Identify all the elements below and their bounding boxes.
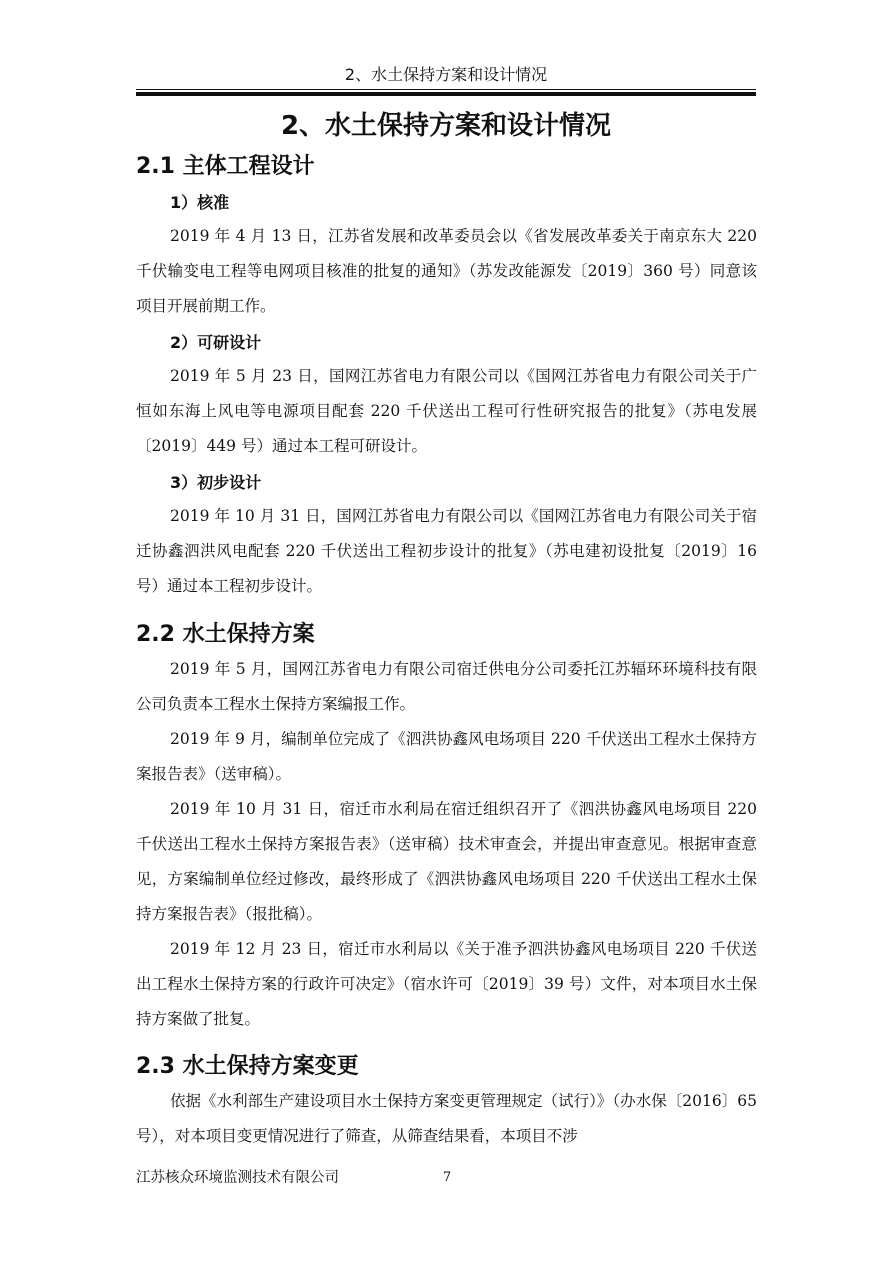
section-heading-2-3: 2.3 水土保持方案变更 bbox=[136, 1054, 359, 1079]
paragraph-plan-4: 2019 年 12 月 23 日，宿迁市水利局以《关于准予泗洪协鑫风电场项目 220 千伏送出工程水土保持方案的行政许可决定》（宿水许可〔2019〕39 号）文件，对本项目水土保持方案做了批复。 bbox=[136, 940, 757, 1028]
subsection-heading-feasibility: 2）可研设计 bbox=[170, 333, 262, 352]
section-heading-2-2: 2.2 水土保持方案 bbox=[136, 622, 315, 647]
page-number: 7 bbox=[442, 1170, 452, 1185]
running-header: 2、水土保持方案和设计情况 bbox=[344, 65, 548, 84]
paragraph-preliminary-design: 2019 年 10 月 31 日，国网江苏省电力有限公司以《国网江苏省电力有限公司关于宿迁协鑫泗洪风电配套 220 千伏送出工程初步设计的批复》（苏电建初设批复〔2019〕16 号）通过本工程初步设计。 bbox=[136, 507, 757, 595]
paragraph-plan-change: 依据《水利部生产建设项目水土保持方案变更管理规定（试行）》（办水保〔2016〕65 号），对本项目变更情况进行了筛查，从筛查结果看，本项目不涉 bbox=[136, 1092, 757, 1145]
section-heading-2-1: 2.1 主体工程设计 bbox=[136, 154, 315, 179]
paragraph-approval: 2019 年 4 月 13 日，江苏省发展和改革委员会以《省发展改革委关于南京东大 220 千伏输变电工程等电网项目核准的批复的通知》（苏发改能源发〔2019〕360 号）同意该项目开展前期工作。 bbox=[136, 227, 757, 315]
paragraph-feasibility: 2019 年 5 月 23 日，国网江苏省电力有限公司以《国网江苏省电力有限公司关于广恒如东海上风电等电源项目配套 220 千伏送出工程可行性研究报告的批复》（苏电发展〔2019〕449 号）通过本工程可研设计。 bbox=[136, 367, 757, 455]
header-rule-thin bbox=[136, 89, 756, 90]
header-rule-thick bbox=[136, 92, 756, 96]
subsection-heading-approval: 1）核准 bbox=[170, 193, 230, 212]
subsection-heading-preliminary-design: 3）初步设计 bbox=[170, 473, 262, 492]
footer-company: 江苏核众环境监测技术有限公司 bbox=[136, 1170, 339, 1186]
paragraph-plan-3: 2019 年 10 月 31 日，宿迁市水利局在宿迁组织召开了《泗洪协鑫风电场项目 220 千伏送出工程水土保持方案报告表》（送审稿）技术审查会，并提出审查意见。根据审查意见，方案编制单位经过修改，最终形成了《泗洪协鑫风电场项目 220 千伏送出工程水土保持方案报告表》（报批稿）。 bbox=[136, 800, 757, 923]
paragraph-plan-2: 2019 年 9 月，编制单位完成了《泗洪协鑫风电场项目 220 千伏送出工程水土保持方案报告表》（送审稿）。 bbox=[136, 730, 757, 783]
paragraph-plan-1: 2019 年 5 月，国网江苏省电力有限公司宿迁供电分公司委托江苏辐环环境科技有限公司负责本工程水土保持方案编报工作。 bbox=[136, 660, 757, 713]
chapter-title: 2、水土保持方案和设计情况 bbox=[280, 111, 612, 141]
